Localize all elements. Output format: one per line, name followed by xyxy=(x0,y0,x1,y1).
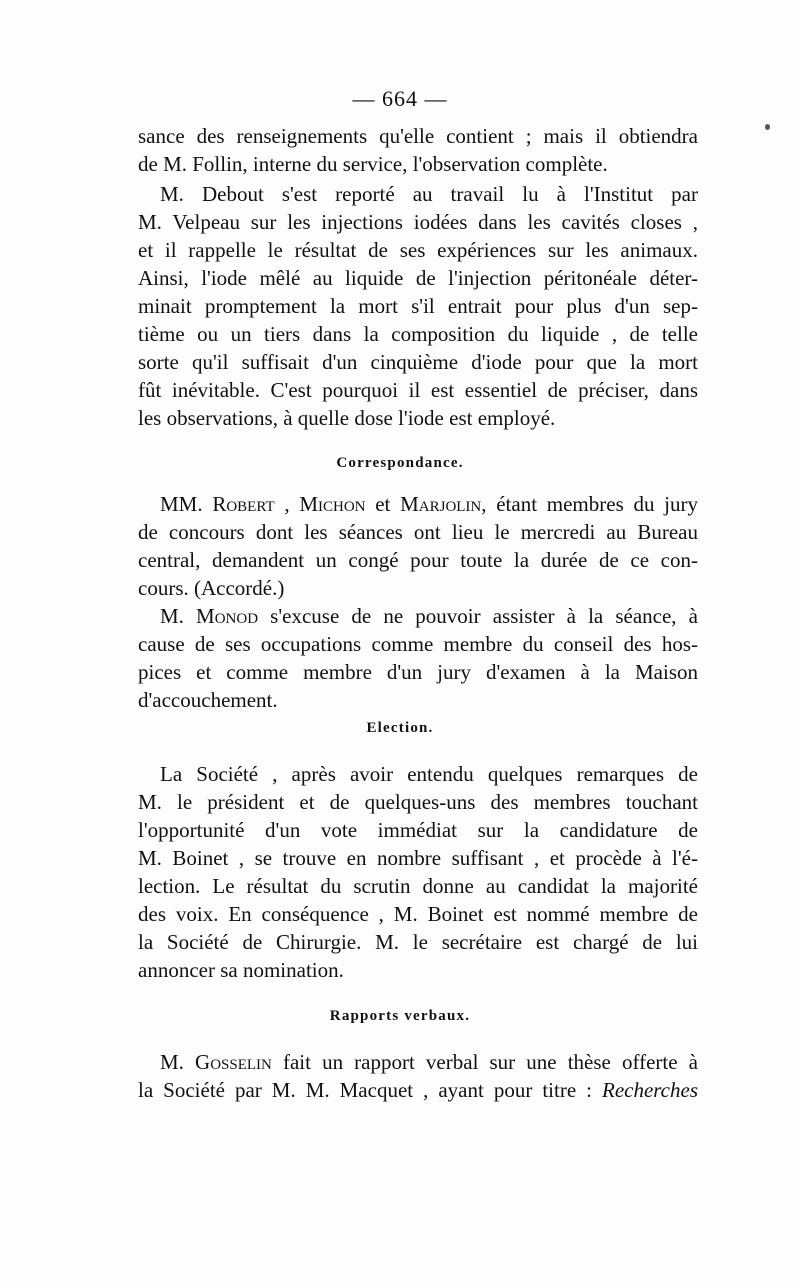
text-line: de concours dont les séances ont lieu le mercredi au Bureau xyxy=(138,520,698,544)
person-name: Robert xyxy=(212,492,275,516)
text-fragment: M. xyxy=(160,604,197,628)
text-fragment: la Société par M. M. Macquet , ayant pour titre : xyxy=(138,1078,602,1102)
text-line: M. Velpeau sur les injections iodées dans les cavités closes , xyxy=(138,210,698,234)
text-line: cours. (Accordé.) xyxy=(138,576,285,600)
text-line: l'opportunité d'un vote immédiat sur la candidature de xyxy=(138,818,698,842)
text-line xyxy=(160,1048,698,1076)
person-name: Monod xyxy=(196,604,259,628)
text-line: minait promptement la mort s'il entrait pour plus d'un sep- xyxy=(138,294,698,318)
text-line: lection. Le résultat du scrutin donne au candidat la majorité xyxy=(138,874,698,898)
text-line xyxy=(160,602,698,630)
text-fragment: M. xyxy=(160,1050,196,1074)
person-name: Gosselin xyxy=(195,1050,272,1074)
text-line: M. le président et de quelques-uns des membres touchant xyxy=(138,790,698,814)
text-line: fût inévitable. C'est pourquoi il est essentiel de préciser, dans xyxy=(138,378,698,402)
text-line: cause de ses occupations comme membre du conseil des hos- xyxy=(138,632,698,656)
text-line: sorte qu'il suffisait d'un cinquième d'iode pour que la mort xyxy=(138,350,698,374)
text-line: annoncer sa nomination. xyxy=(138,958,344,982)
person-name: Michon xyxy=(299,492,366,516)
page-number: — 664 — xyxy=(352,86,448,111)
text-line: et il rappelle le résultat de ses expériences sur les animaux. xyxy=(138,238,698,262)
text-fragment: MM. xyxy=(160,492,213,516)
text-line xyxy=(160,490,698,518)
text-line: central, demandent un congé pour toute la durée de ce con- xyxy=(138,548,698,572)
text-fragment: fait un rapport verbal sur une thèse offerte à xyxy=(271,1050,698,1074)
section-heading-correspondance: Correspondance. xyxy=(336,455,464,471)
thesis-title: Recherches xyxy=(602,1078,698,1102)
text-line: Ainsi, l'iode mêlé au liquide de l'injection péritonéale déter- xyxy=(138,266,698,290)
text-line: tième ou un tiers dans la composition du liquide , de telle xyxy=(138,322,698,346)
person-name: Marjolin xyxy=(400,492,482,516)
section-heading-rapports-verbaux: Rapports verbaux. xyxy=(329,1008,471,1024)
ink-speck xyxy=(765,124,770,130)
text-line: d'accouchement. xyxy=(138,688,278,712)
text-line: M. Debout s'est reporté au travail lu à l'Institut par xyxy=(160,182,698,206)
text-fragment: , étant membres du jury xyxy=(481,492,699,516)
text-line: de M. Follin, interne du service, l'observation complète. xyxy=(138,152,608,176)
section-heading-election: Election. xyxy=(366,720,434,736)
text-line: des voix. En conséquence , M. Boinet est nommé membre de xyxy=(138,902,698,926)
text-line: pices et comme membre d'un jury d'examen à la Maison xyxy=(138,660,698,684)
text-fragment: , xyxy=(274,492,300,516)
text-line: la Société de Chirurgie. M. le secrétaire est chargé de lui xyxy=(138,930,698,954)
text-line: La Société , après avoir entendu quelques remarques de xyxy=(160,762,698,786)
text-line: sance des renseignements qu'elle contient ; mais il obtiendra xyxy=(138,124,698,148)
text-line xyxy=(138,1076,698,1104)
text-fragment: s'excuse de ne pouvoir assister à la séance, à xyxy=(258,604,698,628)
text-line: M. Boinet , se trouve en nombre suffisant , et procède à l'é- xyxy=(138,846,698,870)
text-line: les observations, à quelle dose l'iode est employé. xyxy=(138,406,556,430)
text-fragment: et xyxy=(365,492,401,516)
